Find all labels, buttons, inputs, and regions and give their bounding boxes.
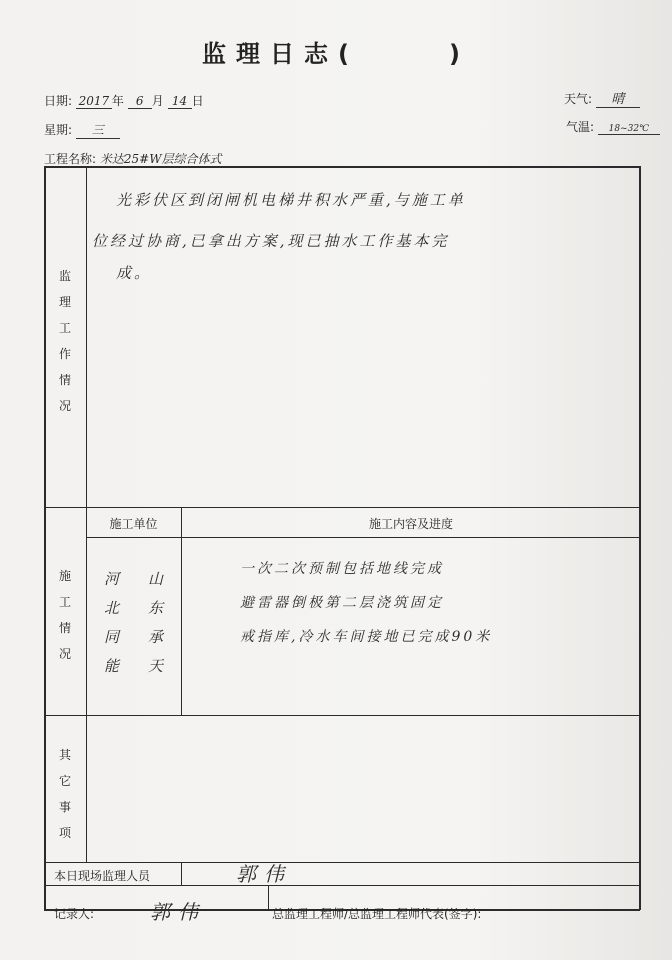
- progress-3: 戒指库,冷水车间接地已完成90米: [240, 629, 493, 645]
- title-text: 监理日志(: [202, 40, 359, 68]
- progress-2: 避雷器倒极第二层浇筑固定: [240, 595, 444, 611]
- other-label: 其它事项: [58, 748, 71, 840]
- page-title: [0, 34, 672, 69]
- supervision-line-2: 位经过协商,已拿出方案,现已抽水工作基本完: [92, 232, 450, 250]
- date-label: 日期:: [44, 94, 73, 108]
- unit-header: 施工单位: [109, 517, 158, 531]
- supervision-label: 监理工作情况: [58, 269, 71, 413]
- temp-value: 18~32℃: [598, 124, 660, 135]
- staff-label: 本日现场监理人员: [54, 869, 151, 883]
- date-month: 6: [128, 94, 152, 109]
- month-unit: 月: [151, 94, 164, 108]
- year-unit: 年: [111, 94, 124, 108]
- title-close: ): [449, 40, 470, 68]
- recorder-label: 记录人:: [54, 907, 95, 921]
- weather-row: [564, 88, 640, 108]
- staff-signature: 郭伟: [236, 862, 292, 886]
- progress-1: 一次二次预制包括地线完成: [240, 561, 444, 577]
- weekday-label: 星期:: [44, 123, 73, 137]
- project-label: 工程名称:: [44, 152, 97, 166]
- recorder-signature: 郭伟: [150, 900, 206, 924]
- project-value: 米达25#W层综合体式: [100, 150, 286, 168]
- construction-label: 施工情况: [58, 569, 71, 661]
- chief-label: 总监理工程师/总监理工程师代表(签字):: [272, 907, 482, 921]
- date-year: 2017: [76, 94, 112, 109]
- content-header: 施工内容及进度: [368, 517, 453, 531]
- supervision-line-3: 成。: [116, 264, 153, 282]
- supervision-line-1: 光彩伏区到闭闸机电梯井积水严重,与施工单: [116, 191, 466, 209]
- unit-1: 河北同能: [104, 570, 123, 675]
- date-row: [44, 92, 204, 109]
- unit-2: 山东承天: [148, 570, 167, 675]
- temp-row: [566, 118, 660, 135]
- weather-label: 天气:: [564, 92, 593, 106]
- weekday-value: 三: [76, 121, 120, 139]
- weather-value: 晴: [596, 88, 640, 108]
- date-day: 14: [168, 94, 192, 109]
- temp-label: 气温:: [566, 120, 595, 134]
- weekday-row: [44, 121, 120, 139]
- day-unit: 日: [191, 94, 204, 108]
